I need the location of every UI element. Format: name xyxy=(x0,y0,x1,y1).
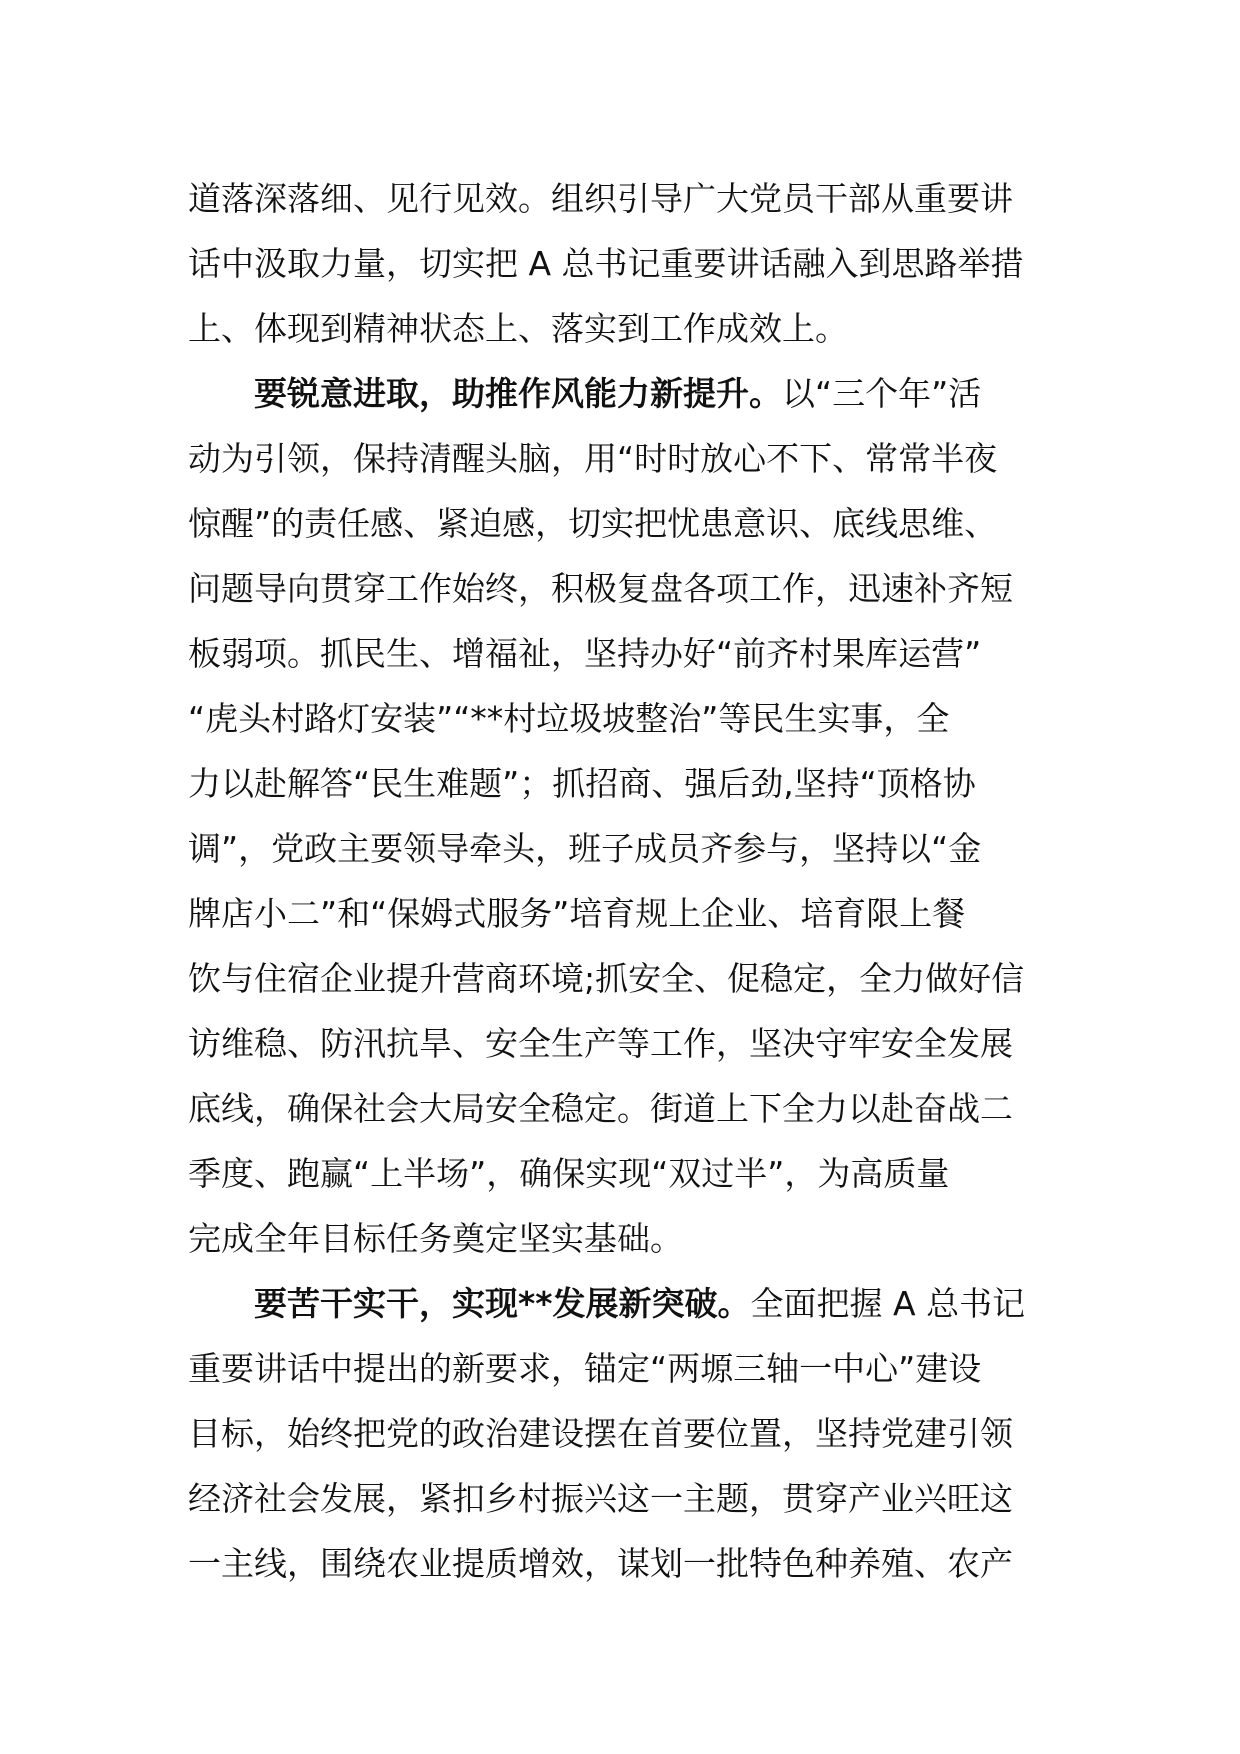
paragraph-heading-line xyxy=(188,361,1054,426)
text-line-continuation: 以“三个年”活 xyxy=(782,374,982,413)
text-line: 牌店小二”和“保姆式服务”培育规上企业、培育限上餐 xyxy=(188,894,966,933)
paragraph-heading: 要锐意进取，助推作风能力新提升。 xyxy=(254,374,782,413)
text-line: 目标，始终把党的政治建设摆在首要位置，坚持党建引领 xyxy=(188,1414,1013,1453)
paragraph-heading-line xyxy=(188,1271,1054,1336)
text-line: 动为引领，保持清醒头脑，用“时时放心不下、常常半夜 xyxy=(188,439,998,478)
text-line: 力以赴解答“民生难题”；抓招商、强后劲,坚持“顶格协 xyxy=(188,764,976,803)
text-line: 问题导向贯穿工作始终，积极复盘各项工作，迅速补齐短 xyxy=(188,569,1013,608)
text-line: 经济社会发展，紧扣乡村振兴这一主题，贯穿产业兴旺这 xyxy=(188,1479,1013,1518)
text-line: 底线，确保社会大局安全稳定。街道上下全力以赴奋战二 xyxy=(188,1089,1013,1128)
text-line: 重要讲话中提出的新要求，锚定“两塬三轴一中心”建设 xyxy=(188,1349,982,1388)
text-line: 上、体现到精神状态上、落实到工作成效上。 xyxy=(188,309,848,348)
text-line: 道落深落细、见行见效。组织引导广大党员干部从重要讲 xyxy=(188,179,1013,218)
text-line-continuation: 全面把握 A 总书记 xyxy=(750,1284,1026,1323)
text-line: 完成全年目标任务奠定坚实基础。 xyxy=(188,1219,683,1258)
text-line: 饮与住宿企业提升营商环境;抓安全、促稳定，全力做好信 xyxy=(188,959,1025,998)
paragraph-heading: 要苦干实干，实现**发展新突破。 xyxy=(254,1284,751,1323)
text-line: 访维稳、防汛抗旱、安全生产等工作，坚决守牢安全发展 xyxy=(188,1024,1013,1063)
text-line: 调”，党政主要领导牵头，班子成员齐参与，坚持以“金 xyxy=(188,829,982,868)
text-line: 季度、跑赢“上半场”，确保实现“双过半”，为高质量 xyxy=(188,1154,950,1193)
text-line: 一主线，围绕农业提质增效，谋划一批特色种养殖、农产 xyxy=(188,1544,1013,1583)
document-body xyxy=(188,166,1054,1596)
text-line: “虎头村路灯安装”“**村垃圾坡整治”等民生实事，全 xyxy=(188,699,950,738)
text-line: 惊醒”的责任感、紧迫感，切实把忧患意识、底线思维、 xyxy=(188,504,998,543)
text-line: 板弱项。抓民生、增福祉，坚持办好“前齐村果库运营” xyxy=(188,634,982,673)
text-line: 话中汲取力量，切实把 A 总书记重要讲话融入到思路举措 xyxy=(188,244,1024,283)
